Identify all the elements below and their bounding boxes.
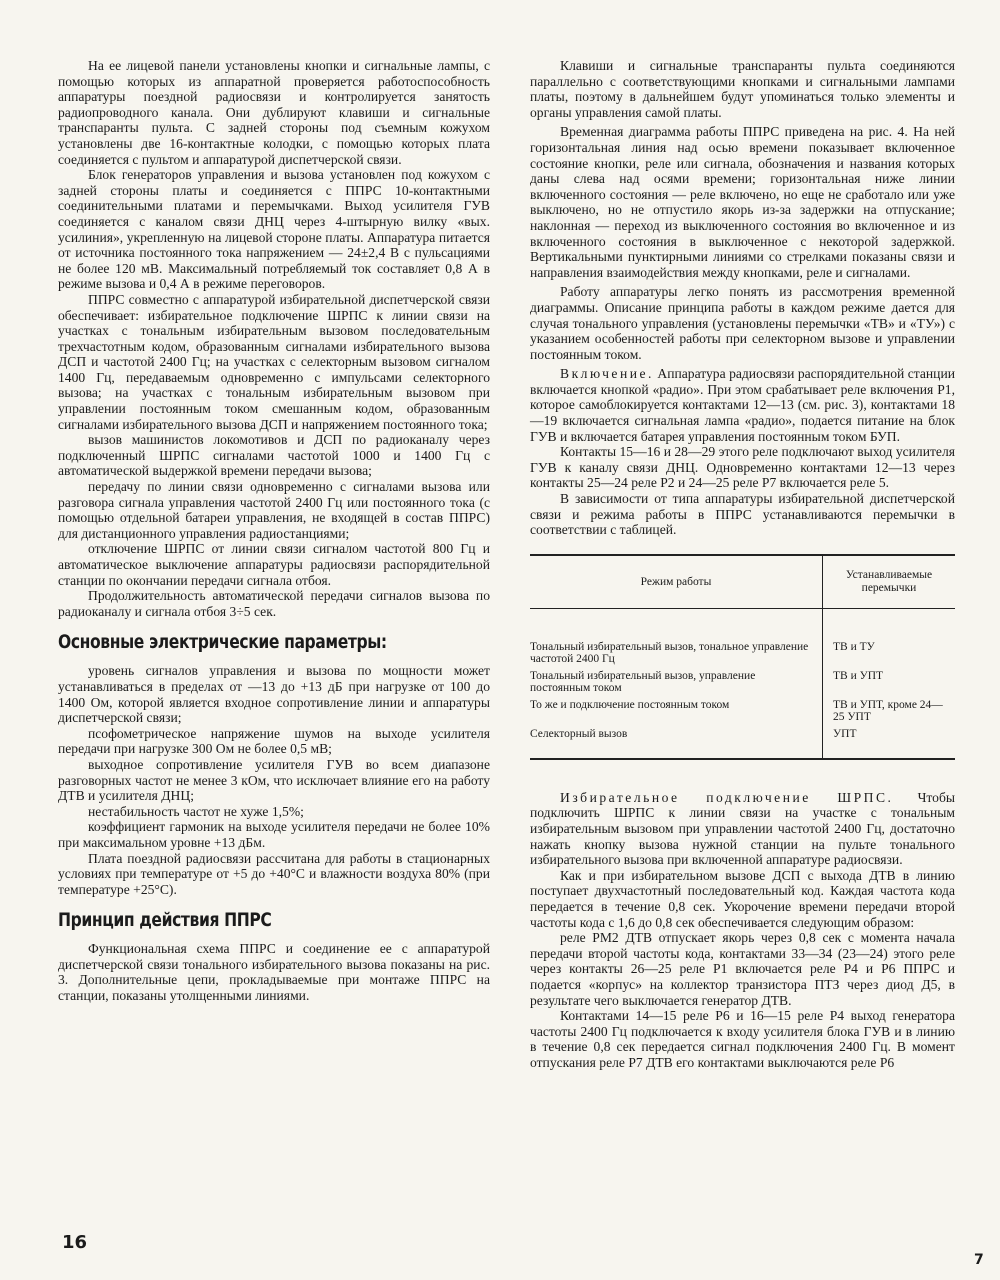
paragraph: Как и при избирательном вызове ДСП с выхода ДТВ в линию поступает двухчастотный последовательный код. Каждая частота кода передается в течение 0,8 сек. Укорочение времени передачи второй частоты кода с 1,6 до 0,8 сек обеспечивается следующим образом: <box>530 867 955 930</box>
table-cell-mode: Тональный избирательный вызов, управление постоянным током <box>530 668 823 697</box>
left-column <box>58 58 490 1004</box>
paragraph-body: Аппаратура радиосвязи распорядительной станции включается кнопкой «радио». При этом срабатывает реле включения Р1, которое самоблокируется контактами 12—13 (см. рис. 3), контактами 18—19 включается сигнальная лампа «радио», подается питание на блок ГУВ и включается батарея управления постоянным током БУП. <box>530 366 955 444</box>
section-heading: Основные электрические параметры: <box>58 631 387 654</box>
table-row <box>530 608 955 668</box>
paragraph: Контакты 15—16 и 28—29 этого реле подключают выход усилителя ГУВ к каналу связи ДНЦ. Одновременно контактами 12—13 через контакты 25—24 реле Р2 и 24—25 реле Р7 включается реле 5. <box>530 444 955 491</box>
paragraph: Временная диаграмма работы ППРС приведена на рис. 4. На ней горизонтальная линия над осью времени показывает включенное состояние кнопки, реле или сигнала, обозначения и названия которых даны слева над осями времени; горизонтальная ниже линии включенного состояния — реле включено, но еще не сработало или уже выключено, но не отпустило якорь из-за задержки на отпускание; наклонная — переход из выключенного состояния во включенное и из включенного состояния в выключенное с некоторой задержкой. Вертикальными пунктирными линиями со стрелками показаны связи и направления взаимодействия между кнопками, реле и сигналами. <box>530 124 955 280</box>
paragraph: уровень сигналов управления и вызова по мощности может устанавливаться в пределах от —13 до +13 дБ при нагрузке от 100 до 1400 Ом, которой является входное сопротивление линии и аппаратуры диспетчерской связи; <box>58 663 490 726</box>
run-in-heading: Избирательное подключение ШРПС. <box>560 789 894 805</box>
paragraph: Продолжительность автоматической передачи сигналов вызова по радиоканалу и сигнала отбоя 3÷5 сек. <box>58 588 490 619</box>
table-cell-jumpers: УПТ <box>823 726 956 759</box>
paragraph: нестабильность частот не хуже 1,5%; <box>88 803 304 819</box>
corner-mark: 7 <box>974 1252 984 1268</box>
paragraph: отключение ШРПС от линии связи сигналом частотой 800 Гц и автоматическое выключение аппаратуры радиосвязи распорядительной станции по окончании передачи сигнала отбоя. <box>58 541 490 588</box>
paragraph: реле РМ2 ДТВ отпускает якорь через 0,8 сек с момента начала передачи второй частоты кода, контактами 33—34 (23—24) этого реле через контакты 26—25 реле Р1 включается реле Р4 и Р6 ППРС и подается «корпус» на коллектор транзистора ПТЗ через диод Д5, в результате чего выключается генератор ДТВ. <box>530 930 955 1008</box>
table-header-mode: Режим работы <box>530 555 823 609</box>
right-column <box>530 58 955 1071</box>
jumper-table <box>530 554 955 760</box>
paragraph: Плата поездной радиосвязи рассчитана для работы в стационарных условиях при температуре от +5 до +40°С и влажности воздуха 80% (при температуре +25°С). <box>58 850 490 897</box>
paragraph <box>530 790 955 868</box>
table-cell-mode: Тональный избирательный вызов, тональное управление частотой 2400 Гц <box>530 608 823 668</box>
table-row <box>530 726 955 759</box>
table-cell-jumpers: ТВ и УПТ <box>833 669 884 682</box>
table-header-jumpers: Устанавливаемые перемычки <box>823 555 956 609</box>
paragraph: Блок генераторов управления и вызова установлен под кожухом с задней стороны платы и соединяется с ППРС 10-контактными соединительными платами и перемычками. Выход усилителя ГУВ соединяется с каналом связи ДНЦ через 4-штырную вилку «вых. усилиния», укрепленную на лицевой стороне платы. Аппаратура питается от источника постоянного тока напряжением — 24±2,4 В с пульсациями не более 120 мВ. Максимальный потребляемый ток составляет 0,8 А в режиме вызова и 0,4 А в режиме переговоров. <box>58 167 490 292</box>
table-cell-mode: Селекторный вызов <box>530 726 823 759</box>
table-row <box>530 697 955 726</box>
paragraph: выходное сопротивление усилителя ГУВ во всем диапазоне разговорных частот не менее 3 кОм, что исключает влияние его на работу ДТВ и усилителя ДНЦ; <box>58 756 490 804</box>
run-in-heading: Включение. <box>560 366 654 382</box>
paragraph: вызов машинистов локомотивов и ДСП по радиоканалу через подключенный ШРПС сигналами частотой 1000 и 1400 Гц с автоматической выдержкой времени передачи вызова; <box>58 432 490 479</box>
table-cell-jumpers: ТВ и ТУ <box>833 640 875 653</box>
paragraph: ППРС совместно с аппаратурой избирательной диспетчерской связи обеспечивает: избирательное подключение ШРПС к линии связи на участках с тональным избирательным вызовом последовательным трехчастотным кодом, образованным сигналами избирательного вызова ДСП и частотой 2400 Гц; на участках с селекторным вызовом сигналом 1400 Гц, передаваемым одновременно с импульсами селекторного вызова; на участках с тональным избирательным вызовом при управлении постоянным током смешанным кодом, образованным сигналами избирательного вызова ДСП и напряжением постоянного тока; <box>58 291 490 432</box>
paragraph: Контактами 14—15 реле Р6 и 16—15 реле Р4 выход генератора частоты 2400 Гц подключается к входу усилителя блока ГУВ и в линию в течение 0,8 сек передается сигнал подключения 2400 Гц. В момент отпускания реле Р7 ДТВ его контактами выключаются реле Р6 <box>530 1008 955 1070</box>
paragraph: передачу по линии связи одновременно с сигналами вызова или разговора сигнала управления частотой 2400 Гц или постоянного тока (с помощью отдельной батареи управления, не входящей в состав ППРС) для дистанционного управления радиостанциями; <box>58 479 490 541</box>
table-cell-jumpers: ТВ и УПТ, кроме 24—25 УПТ <box>833 698 943 724</box>
paragraph: Работу аппаратуры легко понять из рассмотрения временной диаграммы. Описание принципа работы в каждом режиме дается для случая тонального управления (установлены перемычки «ТВ» и «ТУ») с указанием особенностей работы при селекторном вызове и управлении постоянным током. <box>530 284 955 362</box>
section-heading: Принцип действия ППРС <box>58 909 272 932</box>
paragraph: коэффициент гармоник на выходе усилителя передачи не более 10% при максимальном уровне +13 дБм. <box>58 819 490 850</box>
table-row <box>530 668 955 697</box>
page-number: 16 <box>62 1232 88 1253</box>
table-cell-mode: То же и подключение постоянным током <box>530 697 823 726</box>
paragraph <box>530 366 955 444</box>
paragraph-body: Чтобы подключить ШРПС к линии связи на участке с тональным избирательным вызовом при управлении частотой 2400 Гц, достаточно нажать кнопку вызова нужной станции на пульте тонального избирательного вызова при включенной аппаратуре радиосвязи. <box>530 789 956 868</box>
paragraph: В зависимости от типа аппаратуры избирательной диспетчерской связи и режима работы в ППРС устанавливаются перемычки в соответствии с таблицей. <box>530 491 955 538</box>
paragraph: псофометрическое напряжение шумов на выходе усилителя передачи при нагрузке 300 Ом не более 0,5 мВ; <box>58 725 490 757</box>
paragraph: Функциональная схема ППРС и соединение ее с аппаратурой диспетчерской связи тонального избирательного вызова показаны на рис. 3. Дополнительные цепи, прокладываемые при монтаже ППРС на станции, показаны утолщенными линиями. <box>58 941 490 1004</box>
paragraph: На ее лицевой панели установлены кнопки и сигнальные лампы, с помощью которых из аппаратной проверяется работоспособность аппаратуры поездной радиосвязи и контролируется занятость радиопроводного канала. Они дублируют клавиши и сигнальные транспаранты пульта. С задней стороны под съемным кожухом установлены две 16-контактные колодки, с помощью которых плата соединяется с пультом и аппаратурой диспетчерской связи. <box>58 58 490 167</box>
paragraph: Клавиши и сигнальные транспаранты пульта соединяются параллельно с соответствующими кнопками и сигнальными лампами платы, поэтому в дальнейшем будут упоминаться только элементы и органы управления самой платы. <box>530 58 955 120</box>
